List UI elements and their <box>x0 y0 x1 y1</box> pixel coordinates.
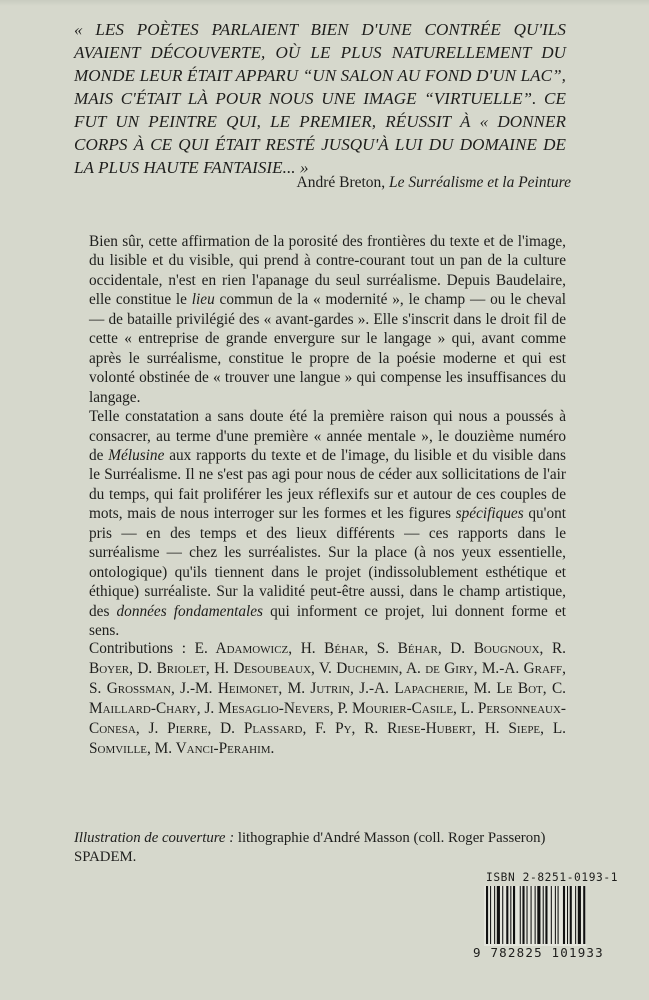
contributions-label: Contributions : <box>89 640 195 657</box>
attribution-work: Le Surréalisme et la Peinture <box>389 174 571 191</box>
top-edge <box>0 0 649 6</box>
epigraph-quote <box>74 18 566 179</box>
paragraph-1-part-b: commun de la « modernité », le champ — ou le cheval — de bataille privilégié des « avant-gardes ». Elle s'inscrit dans le droit fil de cette « entreprise de grande envergure sur le langage » qui, avant comme après le surréalisme, constitue le propre de la poésie moderne et qui est volonté obstinée de « trouver une langue » qui compense les insuffisances du langage. <box>89 291 566 406</box>
paragraph-2-part-b: aux rapports du texte et de l'image, du lisible et du visible dans le Surréalisme. Il ne s'est pas agi pour nous de céder aux sollicitations de l'air du temps, qui fait proliférer les jeux réflexifs sur et autour de ces couples de mots, mais de nous interroger sur les formes et les figures <box>89 446 566 523</box>
paragraph-2-part-c: qu'ont pris — en des temps et des lieux différents — ces rapports dans le surréalisme — chez les surréalistes. Sur la place (à nos yeux essentielle, ontologique) qu'ils tiennent dans le projet (indissolublement esthétique et éthique) surréaliste. Sur la validité peut-être aussi, dans le champ artistique, des <box>89 505 566 620</box>
contributions-names: E. Adamowicz, H. Béhar, S. Béhar, D. Bougnoux, R. Boyer, D. Briolet, H. Desoubeaux, V. Duchemin, A. de Giry, M.-A. Graff, S. Grossman, J.-M. Heimonet, M. Jutrin, J.-A. Lapacherie, M. Le Bot, C. Maillard-Chary, J. Mesaglio-Nevers, P. Mourier-Casile, L. Personneaux-Conesa, J. Pierre, D. Plassard, F. Py, R. Riese-Hubert, H. Siepe, L. Somville, M. Vanci-Perahim. <box>89 640 566 757</box>
epigraph-text: « LES POÈTES PARLAIENT BIEN D'UNE CONTRÉE QU'ILS AVAIENT DÉCOUVERTE, OÙ LE PLUS NATURELLEMENT DU MONDE LEUR ÉTAIT APPARU “UN SALON AU FOND D'UN LAC”, MAIS C'ÉTAIT LÀ POUR NOUS UNE IMAGE “VIRTUELLE”. CE FUT UN PEINTRE QUI, LE PREMIER, RÉUSSIT À « DONNER CORPS À CE QUI ÉTAIT RESTÉ JUSQU'À LUI DU DOMAINE DE LA PLUS HAUTE FANTAISIE... » <box>74 20 566 177</box>
barcode <box>484 886 586 946</box>
paragraph-2-part-a: Telle constatation a sans doute été la première raison qui nous a poussés à consacrer, au terme d'une première « année mentale », le douzième numéro de <box>89 408 566 464</box>
paragraph-1 <box>89 232 566 407</box>
barcode-digits: 9 782825 101933 <box>473 945 604 960</box>
paragraph-2-part-d: qui informent ce projet, lui donnent forme et sens. <box>89 602 567 640</box>
paragraph-1-emphasis-lieu: lieu <box>191 291 215 309</box>
paragraph-2-emphasis-specifiques: spécifiques <box>455 505 524 523</box>
paragraph-2 <box>89 407 566 640</box>
back-cover-text <box>89 232 566 641</box>
paragraph-1-part-a: Bien sûr, cette affirmation de la porosité des frontières du texte et de l'image, du lisible et du visible, qui prend à contre-courant tout un pan de la culture occidentale, n'est en rien l'apanage du seul surréalisme. Depuis Baudelaire, elle constitue le <box>89 233 566 309</box>
cover-illustration-credit <box>74 829 566 867</box>
credit-label: Illustration de couverture : <box>74 830 235 846</box>
isbn-label: ISBN 2-8251-0193-1 <box>486 871 619 884</box>
credit-text: lithographie d'André Masson (coll. Roger Passeron) SPADEM. <box>74 830 546 865</box>
contributors-list <box>89 639 566 758</box>
attribution-author: André Breton, <box>296 174 390 191</box>
epigraph-attribution <box>297 174 572 192</box>
paragraph-2-emphasis-donnees: données fondamentales <box>116 602 264 620</box>
paragraph-2-emphasis-melusine: Mélusine <box>108 446 165 464</box>
barcode-bars <box>484 886 586 946</box>
